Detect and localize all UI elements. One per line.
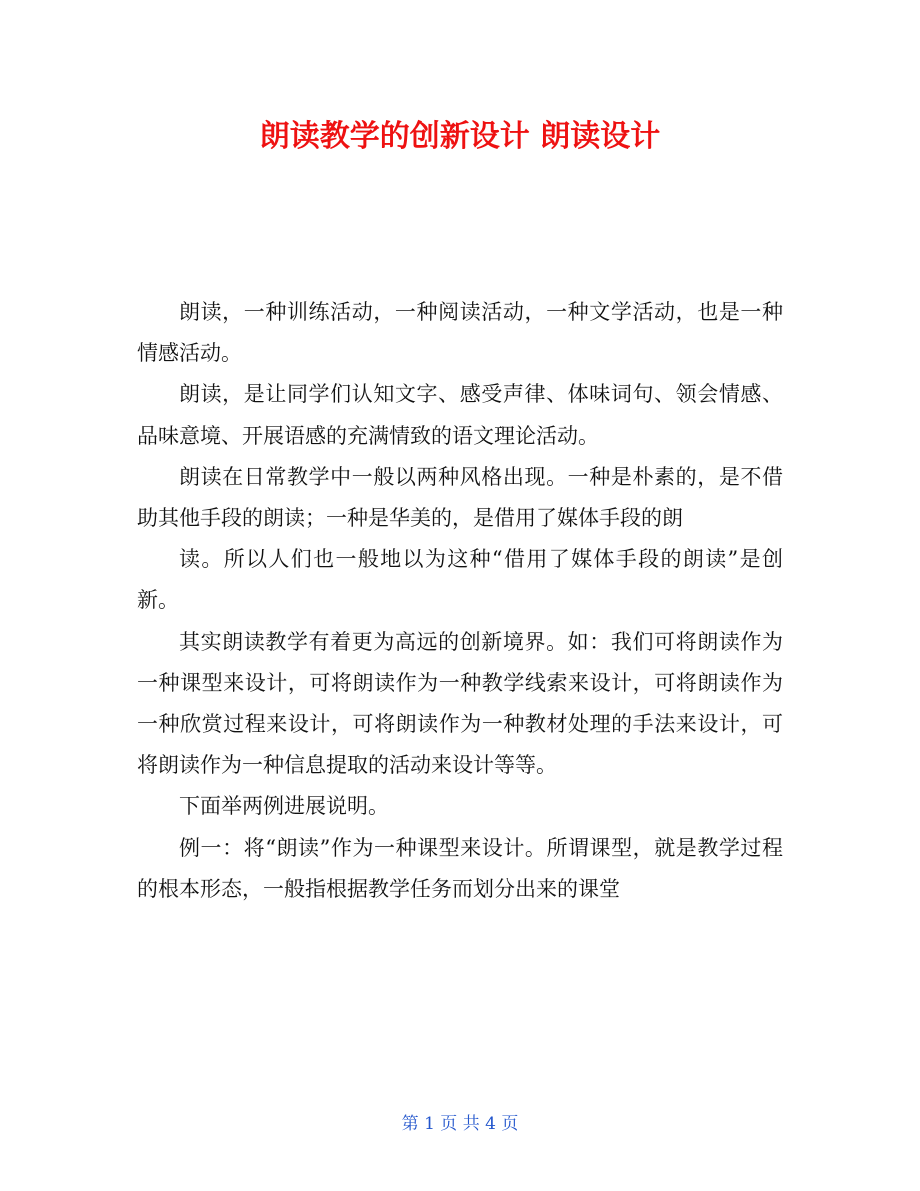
paragraph-1: 朗读，一种训练活动，一种阅读活动，一种文学活动，也是一种情感活动。	[137, 300, 783, 366]
paragraph-3: 朗读在日常教学中一般以两种风格出现。一种是朴素的，是不借助其他手段的朗读；一种是华美的，是借用了媒体手段的朗	[137, 464, 783, 531]
document-body	[137, 292, 783, 910]
paragraph-7: 例一：将“朗读”作为一种课型来设计。所谓课型，就是教学过程的根本形态，一般指根据教学任务而划分出来的课堂	[137, 835, 783, 901]
paragraph-5: 其实朗读教学有着更为高远的创新境界。如：我们可将朗读作为一种课型来设计，可将朗读作为一种教学线索来设计，可将朗读作为一种欣赏过程来设计，可将朗读作为一种教材处理的手法来设计，可将朗读作为一种信息提取的活动来设计等等。	[137, 629, 783, 778]
paragraph-4: 读。所以人们也一般地以为这种“借用了媒体手段的朗读”是创新。	[137, 547, 783, 613]
document-title: 朗读教学的创新设计 朗读设计	[259, 119, 661, 154]
paragraph-6: 下面举两例进展说明。	[179, 794, 389, 819]
paragraph-2: 朗读，是让同学们认知文字、感受声律、体味词句、领会情感、品味意境、开展语感的充满情致的语文理论活动。	[137, 382, 783, 448]
page-number-footer: 第 1 页 共 4 页	[401, 1114, 519, 1134]
